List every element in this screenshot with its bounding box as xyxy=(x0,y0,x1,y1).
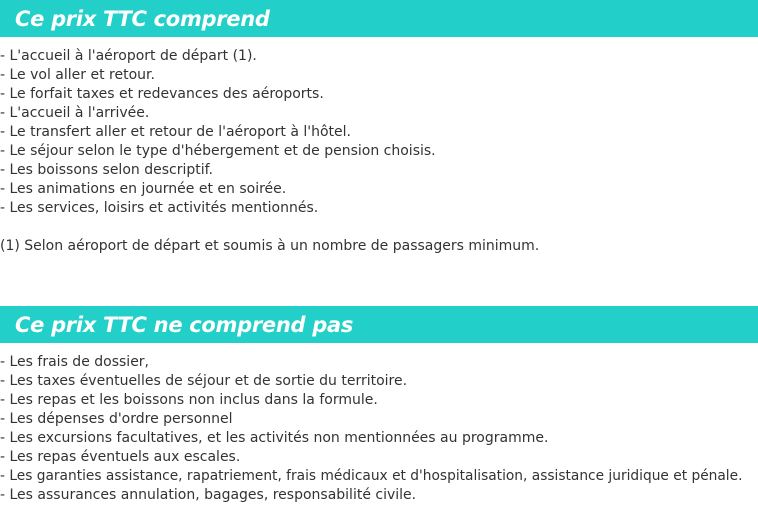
included-section-title: Ce prix TTC comprend xyxy=(15,6,270,31)
list-item: - Le vol aller et retour. xyxy=(0,67,155,83)
included-section-header xyxy=(0,0,758,37)
list-item: - Les excursions facultatives, et les activités non mentionnées au programme. xyxy=(0,430,549,446)
footnote: (1) Selon aéroport de départ et soumis à un nombre de passagers minimum. xyxy=(0,238,540,254)
excluded-section-header xyxy=(0,306,758,343)
list-item: - Les dépenses d'ordre personnel xyxy=(0,411,233,427)
excluded-items-list xyxy=(0,353,742,505)
list-item: - L'accueil à l'arrivée. xyxy=(0,105,150,121)
list-item: - Les assurances annulation, bagages, responsabilité civile. xyxy=(0,487,417,503)
list-item: - Le transfert aller et retour de l'aéroport à l'hôtel. xyxy=(0,124,351,140)
list-item: - Les animations en journée et en soirée. xyxy=(0,181,287,197)
list-item: - Les repas et les boissons non inclus dans la formule. xyxy=(0,392,378,408)
list-item: - Les boissons selon descriptif. xyxy=(0,162,213,178)
list-item: - Les frais de dossier, xyxy=(0,354,150,370)
excluded-section-title: Ce prix TTC ne comprend pas xyxy=(15,312,354,337)
list-item: - L'accueil à l'aéroport de départ (1). xyxy=(0,48,257,64)
list-item: - Les taxes éventuelles de séjour et de sortie du territoire. xyxy=(0,373,408,389)
list-item: - Le forfait taxes et redevances des aéroports. xyxy=(0,86,324,102)
list-item: - Les repas éventuels aux escales. xyxy=(0,449,241,465)
included-items-list xyxy=(0,47,436,218)
list-item: - Les services, loisirs et activités mentionnés. xyxy=(0,200,319,216)
list-item: - Les garanties assistance, rapatriement, frais médicaux et d'hospitalisation, assistance juridique et pénale. xyxy=(0,468,743,484)
list-item: - Le séjour selon le type d'hébergement et de pension choisis. xyxy=(0,143,436,159)
